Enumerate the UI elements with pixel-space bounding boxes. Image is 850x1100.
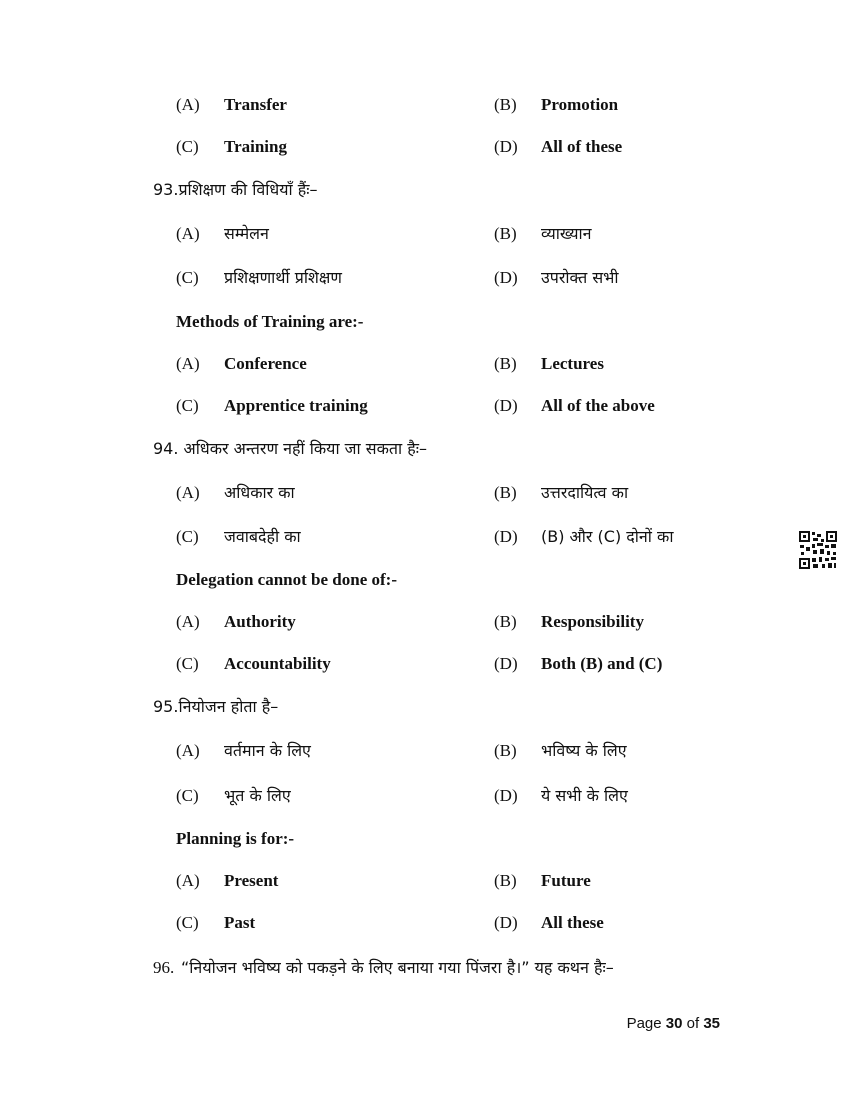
q92-label-1: (B): [494, 95, 517, 114]
q95-question-english: Planning is for:-: [176, 829, 295, 848]
q93-en-option-1: Lectures: [541, 354, 604, 373]
q95-en-label-0: (A): [176, 871, 200, 890]
q92-option-2: Training: [224, 137, 287, 156]
q94-hi-label-0: (A): [176, 483, 200, 502]
q94-question-english: Delegation cannot be done of:-: [176, 570, 397, 589]
q93-en-option-3: All of the above: [541, 396, 655, 415]
q95-question-hindi: 95.नियोजन होता है–: [153, 697, 279, 716]
page-footer: [627, 1015, 720, 1032]
q94-hi-option-3: (B) और (C) दोनों का: [541, 527, 674, 546]
qr-code-icon: [798, 530, 838, 570]
q94-hi-label-2: (C): [176, 527, 199, 546]
q93-hi-label-0: (A): [176, 224, 200, 243]
q93-hi-label-3: (D): [494, 268, 518, 287]
q94-hi-option-1: उत्तरदायित्व का: [541, 483, 629, 502]
q94-en-option-1: Responsibility: [541, 612, 644, 631]
q95-en-option-2: Past: [224, 913, 256, 932]
q93-hi-option-1: व्याख्यान: [541, 224, 592, 243]
q95-en-label-2: (C): [176, 913, 199, 932]
q95-hi-label-3: (D): [494, 786, 518, 805]
q95-hi-option-1: भविष्य के लिए: [541, 741, 627, 760]
q94-en-option-0: Authority: [224, 612, 296, 631]
footer-current-page: 30: [665, 1015, 683, 1032]
q95-en-option-3: All these: [541, 913, 604, 932]
footer-total-pages: 35: [703, 1015, 720, 1032]
q94-en-label-1: (B): [494, 612, 517, 631]
q92-label-0: (A): [176, 95, 200, 114]
q92-label-2: (C): [176, 137, 199, 156]
q93-hi-option-2: प्रशिक्षणार्थी प्रशिक्षण: [224, 268, 342, 287]
q95-hi-label-0: (A): [176, 741, 200, 760]
q95-en-label-1: (B): [494, 871, 517, 890]
q95-hi-option-3: ये सभी के लिए: [541, 786, 628, 805]
q94-en-label-2: (C): [176, 654, 199, 673]
q92-option-0: Transfer: [224, 95, 287, 114]
q95-hi-label-2: (C): [176, 786, 199, 805]
q93-hi-label-2: (C): [176, 268, 199, 287]
q93-question-hindi: 93.प्रशिक्षण की विधियाँ हैंः–: [153, 180, 318, 199]
q94-hi-option-2: जवाबदेही का: [224, 527, 301, 546]
q93-en-label-2: (C): [176, 396, 199, 415]
q96-question-hindi: “नियोजन भविष्य को पकड़ने के लिए बनाया गया पिंजरा है।” यह कथन हैः–: [181, 958, 614, 977]
q93-hi-label-1: (B): [494, 224, 517, 243]
footer-of: of: [682, 1015, 704, 1032]
q93-en-label-0: (A): [176, 354, 200, 373]
q93-hi-option-3: उपरोक्त सभी: [541, 268, 619, 287]
q95-en-option-1: Future: [541, 871, 591, 890]
q92-option-3: All of these: [541, 137, 623, 156]
q94-en-label-0: (A): [176, 612, 200, 631]
q95-hi-label-1: (B): [494, 741, 517, 760]
q95-hi-option-2: भूत के लिए: [224, 786, 291, 805]
q94-en-option-3: Both (B) and (C): [541, 654, 663, 673]
q94-hi-option-0: अधिकार का: [224, 483, 295, 502]
q94-en-option-2: Accountability: [224, 654, 331, 673]
q92-label-3: (D): [494, 137, 518, 156]
footer-prefix: Page: [626, 1015, 666, 1032]
q94-hi-label-3: (D): [494, 527, 518, 546]
q93-en-option-2: Apprentice training: [224, 396, 368, 415]
q95-en-option-0: Present: [224, 871, 279, 890]
q93-en-label-1: (B): [494, 354, 517, 373]
q96-number: 96.: [153, 958, 175, 977]
q95-hi-option-0: वर्तमान के लिए: [224, 741, 311, 760]
q93-en-label-3: (D): [494, 396, 518, 415]
q94-question-hindi: 94. अधिकर अन्तरण नहीं किया जा सकता हैः–: [153, 439, 427, 458]
q93-question-english: Methods of Training are:-: [176, 312, 364, 331]
q95-en-label-3: (D): [494, 913, 518, 932]
q93-en-option-0: Conference: [224, 354, 307, 373]
q92-option-1: Promotion: [541, 95, 619, 114]
q93-hi-option-0: सम्मेलन: [224, 224, 269, 243]
q94-en-label-3: (D): [494, 654, 518, 673]
q94-hi-label-1: (B): [494, 483, 517, 502]
